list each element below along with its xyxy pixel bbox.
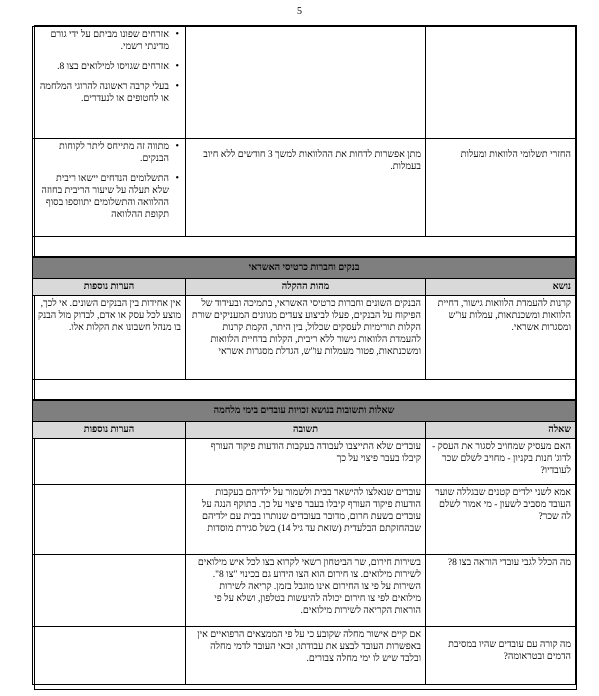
- column-header: הערות נוספות: [33, 422, 186, 439]
- column-header: הערות נוספות: [33, 279, 186, 296]
- header-row: [33, 279, 576, 296]
- banks-table: [32, 257, 576, 400]
- bullet-list: [37, 141, 181, 221]
- table-cell-notes: אין אחידות בין הבנקים השונים. אי לכך, מוצע לכל עסק או אדם, לבדוק מול הבנק בו מנהל חשבונו את הקלות אלו.: [33, 296, 186, 380]
- table-cell-question: אמא לשני ילדים קטנים שבגללה שוער העובד מסביב לשעון - מי אמור לשלם לה שכר?: [426, 485, 576, 555]
- list-item: • אזרחים שפונו מביתם על ידי גורם מדינתי רשמי.: [37, 29, 169, 53]
- section-title-row: [33, 258, 576, 279]
- section-title: בנקים וחברות כרטיסי האשראי: [33, 258, 576, 279]
- list-item: • התשלומים הנדחים יישאו ריבית שלא תעלה על שיעור הריבית בחוזה ההלוואה והתשלומים יתווספו בסוף תקופת ההלוואה: [37, 173, 169, 221]
- table-cell-question: מה הכלל לגבי עובדי הוראה בצו 8?: [426, 555, 576, 627]
- section-title-row: [33, 401, 576, 422]
- list-item: • אזרחים שגויסו למילואים בצו 8.: [37, 61, 169, 73]
- qa-table: [32, 400, 576, 685]
- table-cell-subject: קרנות להעמדת הלוואות גישור, דחיית הלוואות ומשכנתאות, עמלות עו"ש ומסגרות אשראי.: [426, 296, 576, 380]
- table-cell-notes: [33, 555, 186, 627]
- table-cell-answer: עובדים שלא התייצבו לעבודה בעקבות הודעות פיקוד העורף קיבלו בעבר פיצוי על כך: [186, 439, 426, 485]
- table-row: [33, 139, 576, 237]
- table-row: [33, 296, 576, 380]
- table-cell: [33, 237, 576, 257]
- table-row: [33, 485, 576, 555]
- table-cell-answer: עובדים שנאלצו להישאר בבית ולשמור על ילדיהם בעקבות הודעות פיקוד העורף קיבלו בעבר פיצוי על כך. בתוקף הנגה על עובדים בשעת חרום, מדובר בעובדים שנותרו בבית עם ילדיהם שבהחזקתם הבלעדית (שזאת עד גיל 14) בשל סגירת מוסדות: [186, 485, 426, 555]
- list-item: • מתווה זה מתייחס ליתר לקוחות הבנקים.: [37, 141, 169, 165]
- table-row: [33, 27, 576, 139]
- column-header: מהות ההקלה: [186, 279, 426, 296]
- list-item: • בעלי קרבה ראשונה להרוגי המלחמה או לחטופים או לנעדרים.: [37, 81, 169, 105]
- column-header: נושא: [426, 279, 576, 296]
- table-cell-question: מה קורה עם עובדים שהיו במסיבת הדמים ובטראומה?: [426, 627, 576, 685]
- section-title: שאלות ותשובות בנושא זכויות עובדים בימי מלחמה: [33, 401, 576, 422]
- column-header: שאלה: [426, 422, 576, 439]
- table-cell-notes: [33, 139, 186, 237]
- header-row: [33, 422, 576, 439]
- column-header: תשובה: [186, 422, 426, 439]
- table-row: [33, 555, 576, 627]
- table-cell-answer: בשירות חירום, שר הביטחון רשאי לקרוא בצו לכל איש מילואים לשירות מילואים. צו חירום הוא הצו הידוע גם בכינוי "צו 8". השירות על פי צו החירום אינו מוגבל בזמן. קריאה לשירות מילואים לפי צו חירום יכולה להיעשות בטלפון, ושלא על פי הוראות הקריאה לשירות מילואים.: [186, 555, 426, 627]
- table-row: [33, 439, 576, 485]
- table-cell: [33, 380, 576, 400]
- table-cell-notes: [33, 27, 186, 139]
- table-cell-notes: [33, 485, 186, 555]
- page-number: 5: [297, 6, 302, 17]
- bullet-list: [37, 29, 181, 105]
- table-cell-nature: הבנקים השונים וחברות כרטיסי האשראי, בתמיכה ובעידוד של הפיקוח על הבנקים, פעלו לביצוע צעדים מגוונים המעניקים שורת הקלות תורימיות לעסקים שכלול, בין היתר, הקמת קרנות להעמדת הלוואות גישור ללא ריבית, הקלות בדחיית הלוואות ומשכנתאות, פטור מעמלות עו"ש, הגדלת מסגרות אשראי: [186, 296, 426, 380]
- table-cell-subject: החזרי תשלומי הלוואות ומעלות: [426, 139, 576, 237]
- table-cell: [186, 27, 426, 139]
- spacer-row: [33, 380, 576, 400]
- top-table: [32, 26, 576, 257]
- table-cell-notes: [33, 439, 186, 485]
- table-cell-notes: [33, 627, 186, 685]
- document-frame: [34, 25, 577, 690]
- table-cell-answer: אם קיים אישור מחלה שקובע כי על פי הממצאים הרפואיים אין באפשרות העובד לבצע את עבודתו, זכאי העובד לדמי מחלה ובלבד שיש לו ימי מחלה צבורים.: [186, 627, 426, 685]
- table-cell-nature: מתן אפשרות לדחות את ההלוואות למשך 3 חודשים ללא חיוב בעמלות.: [186, 139, 426, 237]
- table-cell: [426, 27, 576, 139]
- table-cell-question: האם מעסיק שמחויב לסגור את העסק - לדוג' חנות בקניון - מחויב לשלם שכר לעובדיו?: [426, 439, 576, 485]
- table-row: [33, 627, 576, 685]
- spacer-row: [33, 237, 576, 257]
